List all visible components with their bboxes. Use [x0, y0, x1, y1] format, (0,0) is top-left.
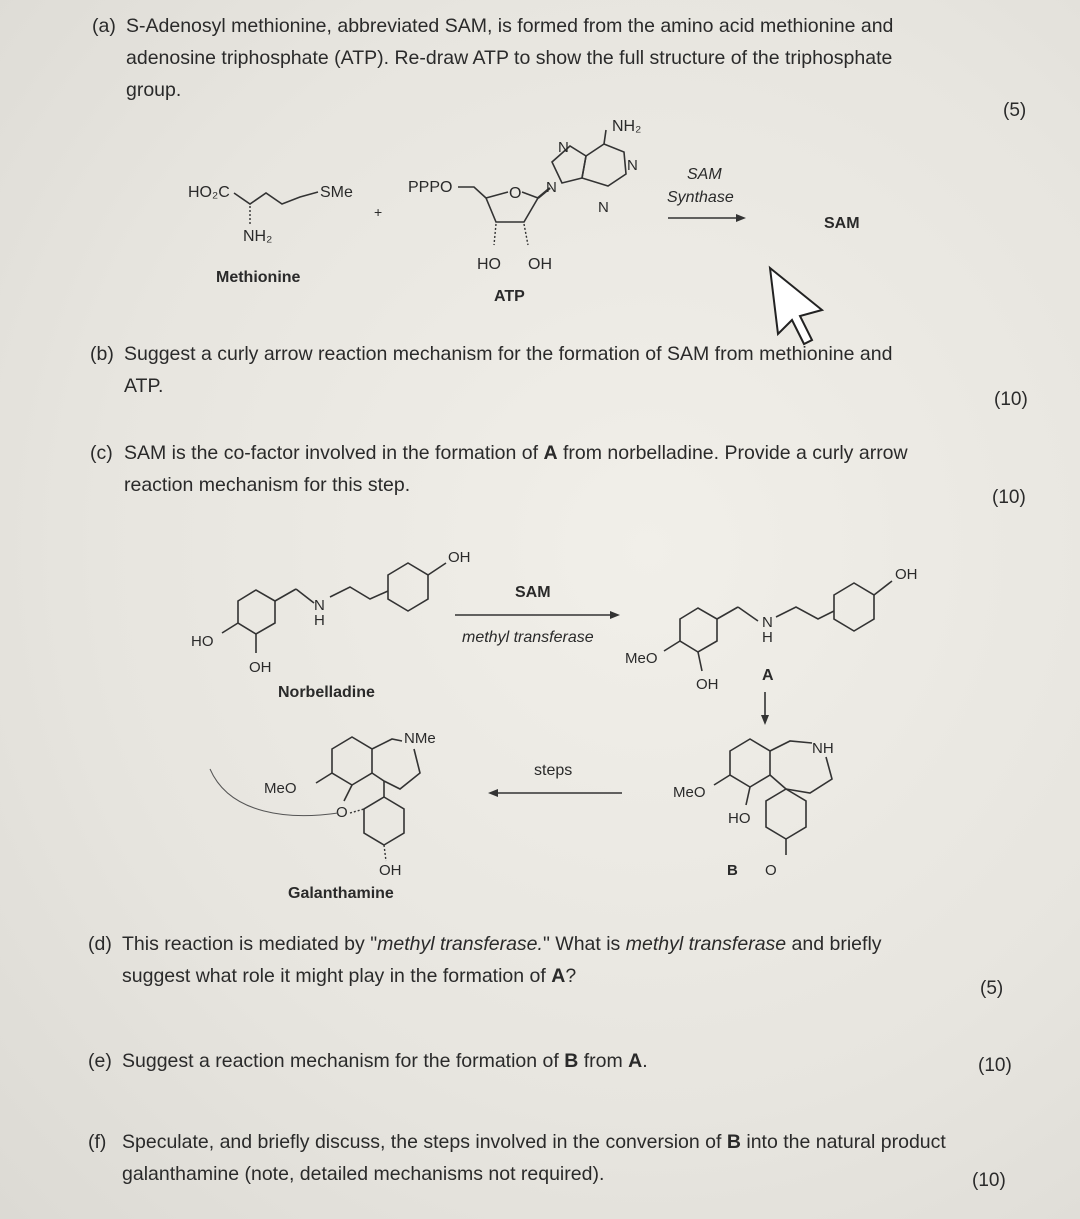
question-c-line2: reaction mechanism for this step. [124, 474, 411, 496]
atp-pppo: PPPO [408, 179, 453, 196]
question-a-line1: S-Adenosyl methionine, abbreviated SAM, is formed from the amino acid methionine and [126, 15, 894, 37]
galanthamine-cyclohexene [364, 797, 404, 845]
question-e: (e) Suggest a reaction mechanism for the formation of B from A. [88, 1045, 968, 1077]
question-b [90, 338, 1075, 402]
steps-arrow-head [488, 789, 498, 797]
galanthamine-nme: NMe [404, 730, 436, 747]
question-f-line2: galanthamine (note, detailed mechanisms not required). [122, 1163, 605, 1185]
adenine-nh2: NH₂ [612, 118, 642, 135]
mouse-cursor-icon [770, 268, 822, 344]
sam-product: SAM [824, 215, 860, 232]
question-b-marks: (10) [994, 389, 1028, 410]
question-f: (f) Speculate, and briefly discuss, the steps involved in the conversion of B into the natural product galanthamine (note, detailed mechanisms not required). [88, 1126, 1073, 1190]
arrow1-head [736, 214, 746, 222]
compound-a-ring1 [680, 608, 717, 652]
ribose-ring [458, 187, 538, 222]
norbelladine-label: Norbelladine [278, 684, 375, 701]
atp-label: ATP [494, 288, 525, 305]
arrow2-top: SAM [515, 584, 551, 601]
galanthamine-oh: OH [379, 862, 402, 879]
question-d: (d) This reaction is mediated by "methyl transferase." What is methyl transferase and briefly suggest what role it might play in the formation of A? [88, 928, 1073, 992]
question-a-label: (a) [92, 15, 116, 37]
question-b-line1: Suggest a curly arrow reaction mechanism for the formation of SAM from methionine and [124, 343, 893, 365]
methionine-nh2: NH₂ [243, 228, 273, 245]
question-e-label: (e) [88, 1050, 112, 1072]
question-b-line2: ATP. [124, 375, 164, 397]
methionine-chain [234, 192, 318, 204]
compound-b-meo: MeO [673, 784, 706, 801]
compound-a-oh-top: OH [895, 566, 918, 583]
question-a-marks: (5) [1003, 100, 1027, 121]
arrow1-top: SAM [687, 166, 722, 183]
norbelladine-oh-top: OH [448, 549, 471, 566]
question-e-marks: (10) [978, 1055, 1012, 1076]
compound-a-h: H [762, 629, 773, 646]
compound-b-aryl [730, 739, 770, 787]
adenine-n9: N [546, 179, 557, 196]
methionine-label: Methionine [216, 269, 301, 286]
norbelladine-n: N [314, 597, 325, 614]
adenine-n7: N [558, 139, 569, 156]
ribose-oxygen: O [509, 185, 522, 202]
galanthamine-meo: MeO [264, 780, 297, 797]
galanthamine-o: O [336, 804, 348, 821]
norbelladine-ring2 [388, 563, 428, 611]
arrow2-head [610, 611, 620, 619]
galanthamine-aryl [332, 737, 372, 785]
question-d-label: (d) [88, 933, 112, 955]
compound-b-label: B [727, 862, 738, 879]
arrow1-bottom: Synthase [667, 189, 734, 206]
adenine-pyrimidine [582, 144, 626, 186]
question-c-marks: (10) [992, 487, 1026, 508]
plus-sign: + [374, 204, 383, 220]
compound-a-oh: OH [696, 676, 719, 693]
arrow2-bottom: methyl transferase [462, 629, 594, 646]
scheme-galanthamine [0, 535, 1080, 925]
norbelladine-oh: OH [249, 659, 272, 676]
norbelladine-h: H [314, 612, 325, 629]
question-d-marks: (5) [980, 978, 1004, 999]
compound-a-ring2 [834, 583, 874, 631]
compound-a-n: N [762, 614, 773, 631]
methionine-sme: SMe [320, 184, 353, 201]
question-c: (c) SAM is the co-factor involved in the formation of A from norbelladine. Provide a curly arrow reaction mechanism for this step. [90, 437, 1075, 501]
atp-oh: OH [528, 256, 552, 273]
atp-ho: HO [477, 256, 501, 273]
question-c-label: (c) [90, 442, 113, 464]
norbelladine-ho: HO [191, 633, 214, 650]
question-a [92, 10, 1077, 106]
galanthamine-label: Galanthamine [288, 885, 394, 902]
question-a-line3: group. [126, 79, 182, 101]
steps-label: steps [534, 762, 573, 779]
question-f-label: (f) [88, 1131, 107, 1153]
compound-b-nh: NH [812, 740, 834, 757]
question-f-marks: (10) [972, 1170, 1006, 1191]
question-b-label: (b) [90, 343, 114, 365]
compound-b-dienone [766, 789, 806, 839]
norbelladine-ring1 [238, 590, 275, 634]
compound-a-meo: MeO [625, 650, 658, 667]
compound-a-label: A [762, 667, 774, 684]
question-a-line2: adenosine triphosphate (ATP). Re-draw ATP to show the full structure of the triphosphate [126, 47, 893, 69]
methionine-ho2c: HO₂C [188, 184, 230, 201]
arrow-a-to-b-head [761, 715, 769, 725]
adenine-n3: N [598, 199, 609, 216]
adenine-n1: N [627, 157, 638, 174]
compound-b-ho: HO [728, 810, 751, 827]
compound-b-o: O [765, 862, 777, 879]
